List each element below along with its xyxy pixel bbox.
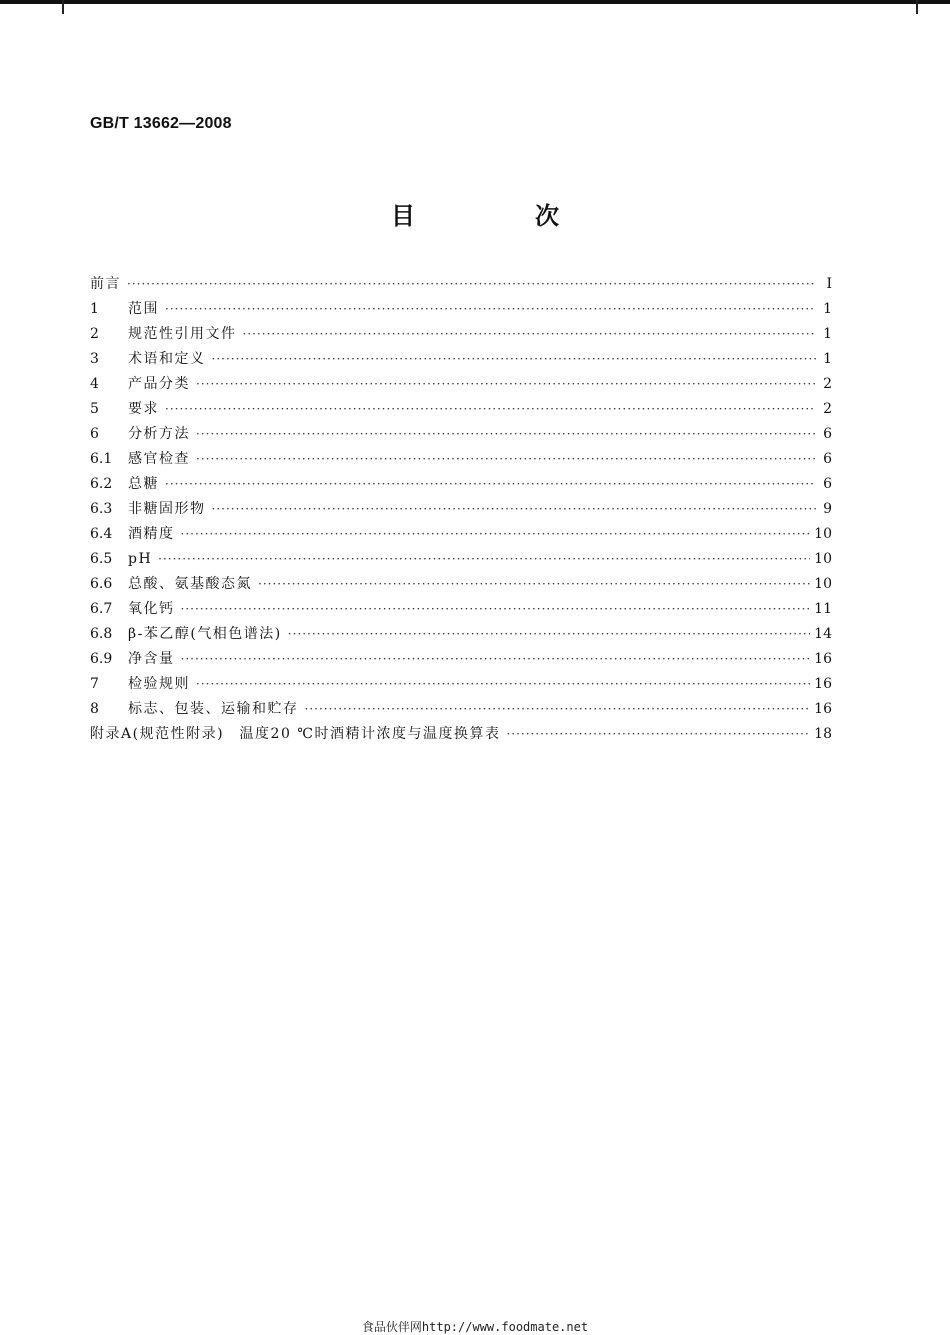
toc-entry-page: 10 xyxy=(814,576,832,592)
toc-entry[interactable] xyxy=(90,647,832,672)
toc-entry-number: 6.4 xyxy=(90,526,113,542)
toc-entry-number: 8 xyxy=(90,701,99,717)
crop-mark xyxy=(916,0,918,14)
toc-entry-label: 氧化钙 xyxy=(128,601,175,617)
toc-entry[interactable] xyxy=(90,397,832,422)
toc-entry-number: 6.6 xyxy=(90,576,113,592)
toc-dot-leader xyxy=(506,722,810,747)
toc-dot-leader xyxy=(196,672,810,697)
toc-entry-label: β-苯乙醇(气相色谱法) xyxy=(128,626,282,642)
toc-entry-label: 产品分类 xyxy=(128,376,190,392)
toc-dot-leader xyxy=(212,497,817,522)
toc-entry-label: 标志、包装、运输和贮存 xyxy=(128,701,299,717)
toc-dot-leader xyxy=(181,647,811,672)
toc-dot-leader xyxy=(288,622,810,647)
toc-dot-leader xyxy=(165,472,816,497)
toc-dot-leader xyxy=(181,597,811,622)
toc-entry-page: 16 xyxy=(814,651,832,667)
toc-entry-number: 3 xyxy=(90,351,99,367)
toc-entry-label: 总糖 xyxy=(128,476,159,492)
toc-entry[interactable] xyxy=(90,422,832,447)
page-title: 目 次 xyxy=(391,202,607,230)
toc-entry-page: 10 xyxy=(814,551,832,567)
toc-entry[interactable] xyxy=(90,472,832,497)
table-of-contents xyxy=(90,272,832,747)
toc-entry[interactable] xyxy=(90,672,832,697)
toc-entry[interactable] xyxy=(90,347,832,372)
toc-entry-label: 分析方法 xyxy=(128,426,190,442)
toc-entry-label: 非糖固形物 xyxy=(128,501,206,517)
toc-entry-label: 总酸、氨基酸态氮 xyxy=(128,576,252,592)
standard-code: GB/T 13662—2008 xyxy=(90,115,232,132)
toc-entry-number: 6.9 xyxy=(90,651,113,667)
toc-entry[interactable] xyxy=(90,597,832,622)
toc-dot-leader xyxy=(158,547,810,572)
toc-entry-page: 1 xyxy=(823,351,832,367)
toc-entry-page: Ⅰ xyxy=(826,276,832,292)
toc-entry-page: 18 xyxy=(814,726,832,742)
toc-entry-number: 6.8 xyxy=(90,626,113,642)
toc-entry-number: 6.1 xyxy=(90,451,113,467)
toc-entry-number: 7 xyxy=(90,676,99,692)
toc-dot-leader xyxy=(165,397,816,422)
toc-entry-page: 14 xyxy=(814,626,832,642)
toc-dot-leader xyxy=(196,372,816,397)
toc-entry[interactable] xyxy=(90,447,832,472)
toc-entry-page: 6 xyxy=(823,451,832,467)
toc-entry[interactable] xyxy=(90,322,832,347)
toc-entry[interactable] xyxy=(90,697,832,722)
toc-entry-number: 6.2 xyxy=(90,476,113,492)
toc-entry-number: 5 xyxy=(90,401,99,417)
toc-entry[interactable] xyxy=(90,572,832,597)
toc-entry-page: 1 xyxy=(823,301,832,317)
toc-entry[interactable] xyxy=(90,522,832,547)
toc-dot-leader xyxy=(258,572,810,597)
toc-entry-number: 4 xyxy=(90,376,99,392)
toc-entry-page: 6 xyxy=(823,476,832,492)
toc-entry[interactable] xyxy=(90,497,832,522)
toc-dot-leader xyxy=(127,272,816,297)
toc-entry-label: pH xyxy=(128,551,153,567)
toc-entry[interactable] xyxy=(90,372,832,397)
toc-entry[interactable] xyxy=(90,622,832,647)
toc-dot-leader xyxy=(212,347,817,372)
toc-entry-label: 净含量 xyxy=(128,651,175,667)
footer-watermark: 食品伙伴网http://www.foodmate.net xyxy=(361,1320,589,1334)
toc-dot-leader xyxy=(181,522,811,547)
toc-entry-number: 6 xyxy=(90,426,99,442)
toc-entry-number: 1 xyxy=(90,301,99,317)
top-border-rule xyxy=(0,0,950,4)
toc-entry[interactable] xyxy=(90,272,832,297)
toc-entry-page: 9 xyxy=(823,501,832,517)
toc-dot-leader xyxy=(196,447,816,472)
toc-entry-page: 1 xyxy=(823,326,832,342)
toc-dot-leader xyxy=(165,297,816,322)
toc-entry[interactable] xyxy=(90,547,832,572)
toc-entry-page: 6 xyxy=(823,426,832,442)
toc-entry-label: 酒精度 xyxy=(128,526,175,542)
toc-entry-label: 感官检查 xyxy=(128,451,190,467)
toc-entry-number: 2 xyxy=(90,326,99,342)
toc-entry-label: 附录A(规范性附录) 温度20 ℃时酒精计浓度与温度换算表 xyxy=(90,726,501,742)
toc-entry-label: 范围 xyxy=(128,301,159,317)
crop-mark xyxy=(62,0,64,14)
toc-dot-leader xyxy=(305,697,811,722)
toc-entry-number: 6.7 xyxy=(90,601,113,617)
toc-entry-page: 16 xyxy=(814,676,832,692)
toc-entry-page: 2 xyxy=(823,401,832,417)
toc-entry-number: 6.5 xyxy=(90,551,113,567)
toc-entry-label: 要求 xyxy=(128,401,159,417)
toc-dot-leader xyxy=(196,422,816,447)
toc-entry-label: 规范性引用文件 xyxy=(128,326,237,342)
toc-entry-label: 术语和定义 xyxy=(128,351,206,367)
toc-entry-label: 检验规则 xyxy=(128,676,190,692)
toc-entry-label: 前言 xyxy=(90,276,121,292)
toc-entry[interactable] xyxy=(90,722,832,747)
toc-entry[interactable] xyxy=(90,297,832,322)
toc-entry-page: 2 xyxy=(823,376,832,392)
toc-entry-page: 16 xyxy=(814,701,832,717)
toc-dot-leader xyxy=(243,322,817,347)
toc-entry-number: 6.3 xyxy=(90,501,113,517)
toc-entry-page: 10 xyxy=(814,526,832,542)
toc-entry-page: 11 xyxy=(814,601,832,617)
